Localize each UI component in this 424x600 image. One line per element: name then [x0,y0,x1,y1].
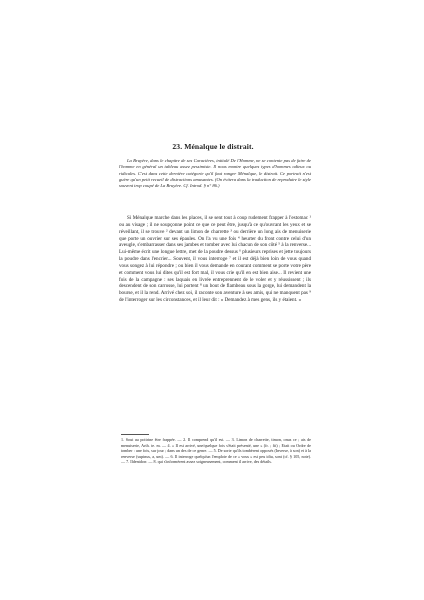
footnotes-text: 1. Sout au poitrine être frappée. — 2. Il comprend qu'il est. — 3. Limon de charrette, timon, onus ce ; ais de menuiserie, Arth. te. m. — 4. « Il est arrivé, une/quelque fois s'était présenté, une » (fr. ; fit) ; Etait ou Ordre de tomber : une fois, sur jour ; dans un des de ce genre. — 5. De sorte qu'ils tombèrent opposés (Inverse, à son) et à la renverse (supinus, a, um). — 6. Il interroge quelqu'un l'emploie de ce « vous » est peu idiu, sont (cf. § 105, note). — 7. Ildentdorr. — 8. qui s'informèrent assez soigneusement, comment il arrive, des détails. [121,437,311,465]
section-title: 23. Ménalque le distrait. [172,142,254,151]
main-paragraph: Si Ménalque marche dans les places, il se sent tout à coup rudement frapper à l'estomac ¹ ou au visage ; il ne soupçonne point ce que ce peut être, jusqu'à ce qu'ouvrant les yeux et se réveillant, il se trouve ² devant un limon de charrette ³ ou derrière un long ais de menuiserie que porte un ouvrier sur ses épaules. On l'a vu une fois ⁴ heurter du front contre celui d'un aveugle, s'embarrasser dans ses jambes et tomber avec lui chacun de son côté ⁵ à la renverse... Lui-même écrit une longue lettre, met de la poudre dessus ⁶ plusieurs reprises et jette toujours la poudre dans l'encrier... Souvent, il vous interroge ⁷ et il est déjà bien loin de vous quand vous songez à lui répondre ; ou bien il vous demande en courant comment se porte votre père et comment vous lui dites qu'il est fort mal, il vous crie qu'il en est bien aise... Il revient une fois de la campagne : ses laquais en livrée entreprennent de le voler et y réussissent ; ils descendent de son carrosse, lui portent ⁸ un bout de flambeau sous la gorge, lui demandent la bourse, et il la rend. Arrivé chez soi, il raconte son aventure à ses amis, qui ne manquent pas ⁹ de l'interroger sur les circonstances, et il leur dit : « Demandez à mes gens, ils y étaient. » [119,215,311,304]
footnote-separator [121,434,149,435]
main-text [119,215,311,304]
intro-paragraph [119,158,311,189]
footnotes [121,437,311,465]
intro-text: La Bruyère, dans le chapitre de ses Caractères, intitulé De l'Homme, ne se contente pas de faire de l'homme en général un tableau assez pessimiste. Il nous montre quelques types d'hommes odieux ou ridicules. C'est dans cette dernière catégorie qu'il faut ranger Ménalque, le distrait. Ce portrait n'est guère qu'un petit recueil de distractions amusantes. (On évitera dans la traduction de reproduire le style souvent trop coupé de La Bruyère. Cf. Introd. § n° 86.) [119,158,311,189]
